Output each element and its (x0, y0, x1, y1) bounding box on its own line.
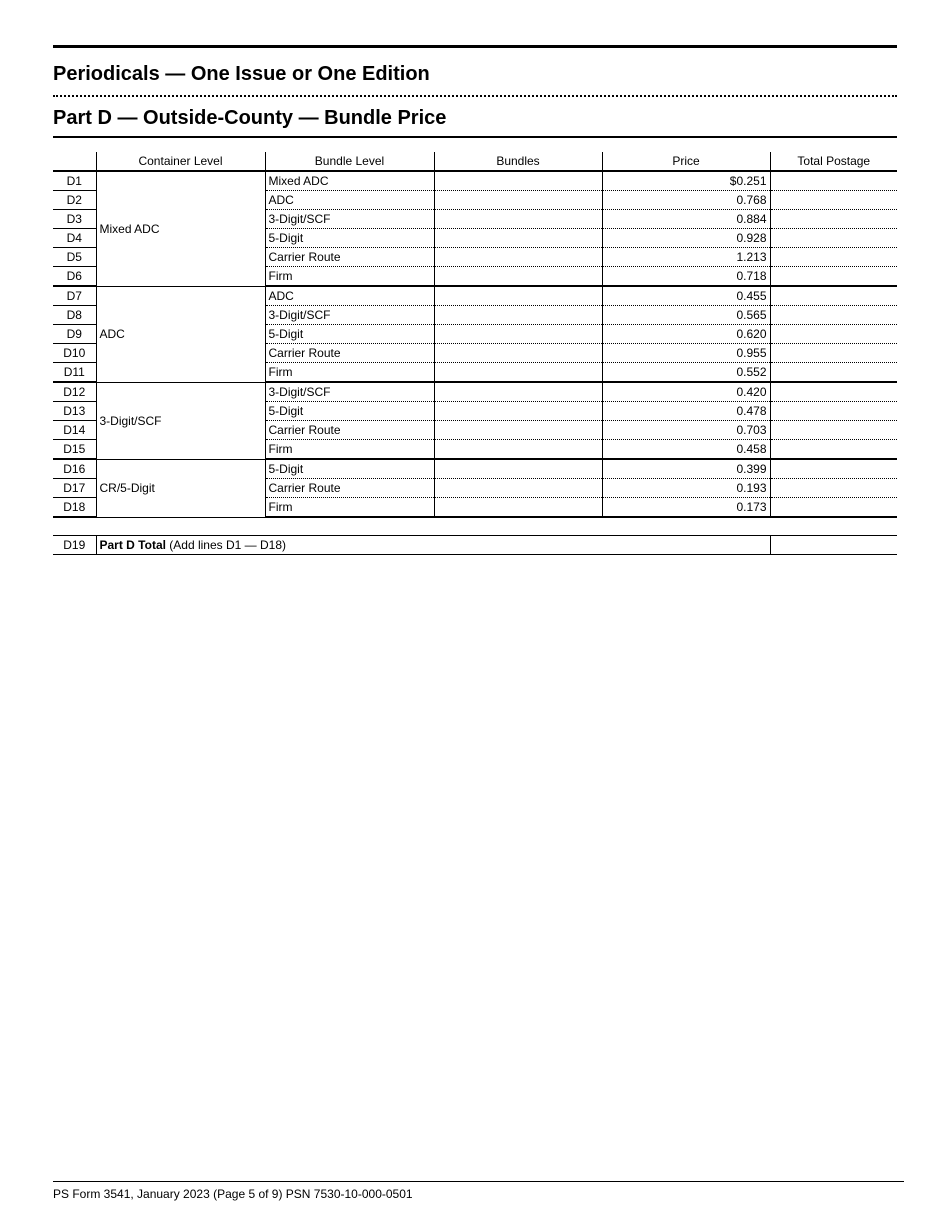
price-cell: 0.193 (602, 479, 770, 498)
table-header-row (53, 152, 897, 171)
price-cell: 0.455 (602, 286, 770, 306)
part-total-postage-field[interactable] (770, 536, 897, 555)
price-cell: 0.420 (602, 382, 770, 402)
bundle-level-cell: 5-Digit (265, 402, 434, 421)
table-row (53, 459, 897, 479)
bundles-header: Bundles (434, 152, 602, 171)
table-row (53, 171, 897, 191)
line-number: D16 (53, 459, 96, 479)
part-total-label-note: (Add lines D1 — D18) (165, 538, 286, 552)
bundle-level-cell: ADC (265, 286, 434, 306)
total-postage-input[interactable] (770, 479, 897, 498)
price-cell: 0.884 (602, 210, 770, 229)
bundle-level-cell: Carrier Route (265, 248, 434, 267)
table-body (53, 171, 897, 517)
part-total-label (96, 536, 770, 555)
line-number: D10 (53, 344, 96, 363)
total-postage-input[interactable] (770, 382, 897, 402)
line-number: D9 (53, 325, 96, 344)
line-number: D19 (53, 536, 96, 555)
form-page (53, 45, 897, 555)
part-total-row (53, 536, 897, 555)
total-postage-input[interactable] (770, 248, 897, 267)
bundles-input[interactable] (434, 363, 602, 383)
total-postage-input[interactable] (770, 191, 897, 210)
part-total-label-bold: Part D Total (99, 538, 166, 552)
line-number: D1 (53, 171, 96, 191)
table-row (53, 382, 897, 402)
bundles-input[interactable] (434, 191, 602, 210)
bundles-input[interactable] (434, 306, 602, 325)
price-cell: 0.620 (602, 325, 770, 344)
container-level-cell: 3-Digit/SCF (96, 382, 265, 459)
total-postage-input[interactable] (770, 363, 897, 383)
bundle-level-cell: Carrier Route (265, 421, 434, 440)
bundles-input[interactable] (434, 479, 602, 498)
total-postage-input[interactable] (770, 325, 897, 344)
total-postage-header: Total Postage (770, 152, 897, 171)
total-postage-input[interactable] (770, 421, 897, 440)
bundles-input[interactable] (434, 421, 602, 440)
bundle-level-cell: Carrier Route (265, 479, 434, 498)
price-cell: 1.213 (602, 248, 770, 267)
price-cell: $0.251 (602, 171, 770, 191)
bundle-level-cell: Firm (265, 363, 434, 383)
total-postage-input[interactable] (770, 440, 897, 460)
part-total-table (53, 535, 897, 555)
total-postage-input[interactable] (770, 267, 897, 287)
bundle-level-cell: Firm (265, 440, 434, 460)
price-cell: 0.458 (602, 440, 770, 460)
bundles-input[interactable] (434, 267, 602, 287)
line-number: D11 (53, 363, 96, 383)
bundle-level-header: Bundle Level (265, 152, 434, 171)
bundle-level-cell: 3-Digit/SCF (265, 382, 434, 402)
line-number: D13 (53, 402, 96, 421)
bundles-input[interactable] (434, 344, 602, 363)
bundles-input[interactable] (434, 498, 602, 518)
line-number: D3 (53, 210, 96, 229)
bundles-input[interactable] (434, 210, 602, 229)
line-number: D4 (53, 229, 96, 248)
line-number: D12 (53, 382, 96, 402)
price-cell: 0.768 (602, 191, 770, 210)
bundle-level-cell: Carrier Route (265, 344, 434, 363)
price-cell: 0.718 (602, 267, 770, 287)
total-postage-input[interactable] (770, 459, 897, 479)
line-number: D15 (53, 440, 96, 460)
total-postage-input[interactable] (770, 498, 897, 518)
line-number: D7 (53, 286, 96, 306)
total-postage-input[interactable] (770, 402, 897, 421)
bundles-input[interactable] (434, 402, 602, 421)
bundle-price-table (53, 152, 897, 518)
price-cell: 0.399 (602, 459, 770, 479)
price-cell: 0.565 (602, 306, 770, 325)
bundles-input[interactable] (434, 171, 602, 191)
bundles-input[interactable] (434, 325, 602, 344)
bundle-level-cell: 3-Digit/SCF (265, 210, 434, 229)
price-cell: 0.478 (602, 402, 770, 421)
line-number: D6 (53, 267, 96, 287)
container-level-cell: ADC (96, 286, 265, 382)
bundle-level-cell: Firm (265, 498, 434, 518)
bundles-input[interactable] (434, 459, 602, 479)
total-postage-input[interactable] (770, 306, 897, 325)
line-number: D2 (53, 191, 96, 210)
line-number: D5 (53, 248, 96, 267)
container-level-cell: CR/5-Digit (96, 459, 265, 517)
line-number: D17 (53, 479, 96, 498)
bundle-level-cell: Firm (265, 267, 434, 287)
bundles-input[interactable] (434, 248, 602, 267)
line-number: D18 (53, 498, 96, 518)
part-title: Part D — Outside-County — Bundle Price (53, 107, 447, 129)
price-cell: 0.703 (602, 421, 770, 440)
section-title: Periodicals — One Issue or One Edition (53, 63, 430, 85)
price-cell: 0.173 (602, 498, 770, 518)
bundle-level-cell: 5-Digit (265, 325, 434, 344)
price-cell: 0.955 (602, 344, 770, 363)
bundle-level-cell: ADC (265, 191, 434, 210)
bundle-level-cell: Mixed ADC (265, 171, 434, 191)
bundles-input[interactable] (434, 286, 602, 306)
table-row (53, 286, 897, 306)
total-postage-input[interactable] (770, 210, 897, 229)
price-cell: 0.552 (602, 363, 770, 383)
bundles-input[interactable] (434, 229, 602, 248)
total-postage-input[interactable] (770, 344, 897, 363)
bundles-input[interactable] (434, 440, 602, 460)
total-postage-input[interactable] (770, 286, 897, 306)
price-header: Price (602, 152, 770, 171)
price-cell: 0.928 (602, 229, 770, 248)
line-number: D14 (53, 421, 96, 440)
container-level-cell: Mixed ADC (96, 171, 265, 286)
bundle-level-cell: 5-Digit (265, 229, 434, 248)
line-number-header (53, 152, 96, 171)
bundles-input[interactable] (434, 382, 602, 402)
bundle-level-cell: 5-Digit (265, 459, 434, 479)
part-divider (53, 136, 897, 138)
bundle-level-cell: 3-Digit/SCF (265, 306, 434, 325)
form-footer: PS Form 3541, January 2023 (Page 5 of 9) PSN 7530-10-000-0501 (53, 1181, 904, 1201)
line-number: D8 (53, 306, 96, 325)
total-postage-input[interactable] (770, 171, 897, 191)
total-postage-input[interactable] (770, 229, 897, 248)
container-level-header: Container Level (96, 152, 265, 171)
